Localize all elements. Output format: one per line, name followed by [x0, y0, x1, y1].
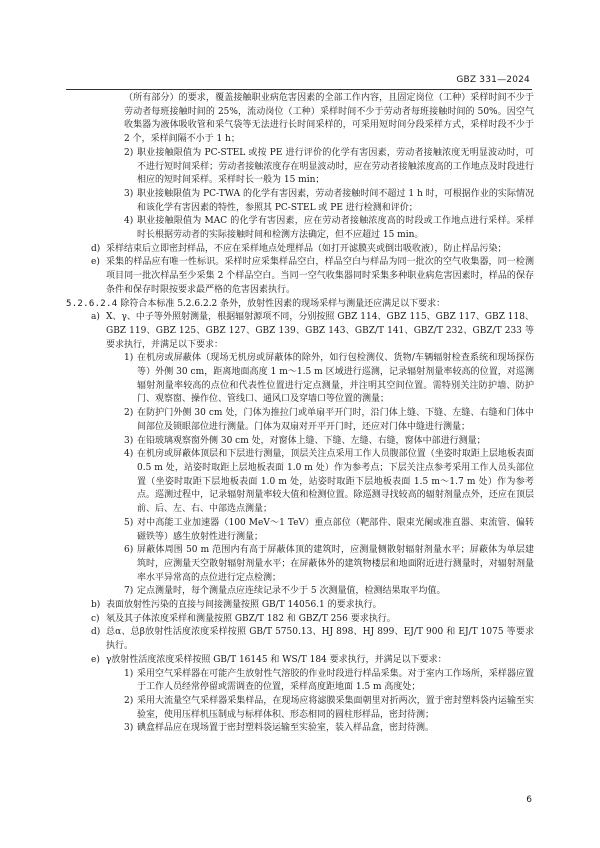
list-item: [66, 352, 534, 407]
list-marker: d): [91, 627, 101, 638]
list-item-text: 采用空气采样器在可能产生放射性气溶胶的作业时段进行样品采集。对于室内工作场所，采样器应置于工作人员经常停留或需调查的位置，采样高度距地面 1.5 m 高度处；: [137, 668, 534, 693]
list-item: [66, 147, 534, 188]
section-text: 除符合本标准 5.2.6.2.2 条外，放射性因素的现场采样与测量还应满足以下要求：: [120, 298, 446, 309]
list-item: [66, 407, 534, 434]
item-a-text: X、γ、中子等外照射测量，根据辐射源项不同，分别按照 GBZ 114、GBZ 115、GBZ 117、GBZ 118、GBZ 119、GBZ 125、GBZ 127、GBZ 139、GBZ 143、GBZ/T 141、GBZ/T 232、GBZ/T 233 等要求执行，并满足以下要求：: [106, 312, 534, 350]
list-item-text: 职业接触限值为 PC-TWA 的化学有害因素，劳动者接触时间不超过 1 h 时，可根据作业的实际情况和该化学有害因素的特性，参照其 PC-STEL 或 PE 进行检测和评价；: [137, 188, 534, 213]
list-marker: 4): [124, 216, 134, 227]
list-item-text: 碘盒样品应在现场置于密封塑料袋运输至实验室，装入样品盒，密封待测。: [137, 723, 435, 734]
list-marker: e): [91, 654, 100, 665]
standard-code-header: GBZ 331—2024: [456, 75, 530, 85]
list-marker: 2): [124, 147, 134, 158]
document-body: [66, 92, 534, 736]
list-item: [66, 613, 534, 627]
list-marker: 6): [124, 545, 134, 556]
intro-continuation: （所有部分）的要求，覆盖接触职业病危害因素的全部工作内容，且固定岗位（工种）采样时间不少于劳动者每班接触时间的 25%，流动岗位（工种）采样时间不少于劳动者每班接触时间的 50%。因空气收集器为液体吸收管和采气袋等无法进行长时间采样的，可采用短时间分段采样方式，采样时段不少于 2 个，采样间隔不小于 1 h；: [124, 93, 534, 145]
list-marker: 5): [124, 517, 134, 528]
external-exposure-sub-items: [66, 352, 534, 599]
list-marker: 4): [124, 449, 134, 460]
list-marker: 2): [124, 408, 134, 419]
list-item-text: 采样结束后立即密封样品，不应在采样地点处理样品（如打开滤膜夹或倒出吸收液），防止样品污染；: [106, 243, 507, 254]
list-item-text: 在机房或屏蔽体（现场无机房或屏蔽体的除外，如行包检测仪、货物/车辆辐射检查系统和现场探伤等）外侧 30 cm，距离地面高度 1 m～1.5 m 区域进行巡测，记录辐射剂量率较高的位置，对巡测辐射剂量率较高的点位和代表性位置进行定点测量，并注明其空间位置。需特别关注防护墙、防护门、观察窗、操作位、管线口、通风口及穿墙口等位置的测量；: [137, 353, 534, 405]
list-item: [66, 585, 534, 599]
list-item: [66, 722, 534, 736]
list-item: [66, 243, 534, 257]
list-item-text: 在铅玻璃观察窗外侧 30 cm 处，对窗体上缝、下缝、左缝、右缝，窗体中部进行测量；: [137, 435, 486, 446]
list-item-text: 采用大流量空气采样器采集样品，在现场应将滤膜采集面朝里对折两次，置于密封塑料袋内运输至实验室，使用压样机压制成与标样体积、形态相同的圆柱形样品，密封待测；: [137, 695, 534, 720]
list-item-text: 总α、总β放射性活度浓度采样按照 GB/T 5750.13、HJ 898、HJ 899、EJ/T 900 和 EJ/T 1075 等要求执行。: [106, 627, 534, 652]
list-item: [66, 517, 534, 544]
list-item: [66, 599, 534, 613]
list-item: [66, 668, 534, 695]
item-a: [66, 311, 534, 352]
list-marker: d): [91, 243, 101, 254]
list-marker: 3): [124, 723, 134, 734]
list-item: [66, 544, 534, 585]
list-marker: 3): [124, 435, 134, 446]
list-item-text: 表面放射性污染的直接与间接测量按照 GB/T 14056.1 的要求执行。: [106, 600, 382, 611]
list-item-text: γ放射性活度浓度采样按照 GB/T 16145 和 WS/T 184 要求执行，并满足以下要求：: [106, 654, 447, 665]
list-item: [66, 448, 534, 517]
sampling-sub-items: [66, 147, 534, 243]
list-item-text: 屏蔽体周围 50 m 范围内有高于屏蔽体顶的建筑时，应测量侧散射辐射剂量水平；屏蔽体为单层建筑时，应测量天空散射辐射剂量水平；在屏蔽体外的建筑物楼层和地面附近进行测量时，对辐射剂量率水平异常高的点位进行定点检测；: [137, 545, 534, 583]
list-marker: 7): [124, 586, 134, 597]
list-marker: 1): [124, 353, 134, 364]
radiation-items-bcd: [66, 599, 534, 668]
section-5-2-6-2-4: [66, 298, 534, 312]
list-item-text: 采集的样品应有唯一性标识。采样时应采集样品空白，样品空白与样品为同一批次的空气收集器，同一检测项目同一批次样品至少采集 2 个样品空白。当同一空气收集器同时采集多种职业病危害因素时，样品的保存条件和保存时限按要求最严格的危害因素执行。: [106, 257, 534, 295]
list-item: [66, 435, 534, 449]
list-item: [66, 654, 534, 668]
list-marker: 2): [124, 695, 134, 706]
list-item-text: 在机房或屏蔽体顶层和下层进行测量，顶层关注点采用工作人员腹部位置（坐姿时取距上层地板表面 0.5 m 处，站姿时取距上层地板表面 1.0 m 处）作为参考点；下层关注点参考采用工作人员头部位置（坐姿时取距下层地板表面 1.0 m 处，站姿时取距下层地板表面 1.5 m～1.7 m 处）作为参考点。巡测过程中，记录辐射剂量率较大值和检测位置。除巡测寻找较高的辐射剂量点外，还应在顶层前、后、左、右、中部选点测量；: [137, 449, 534, 515]
page-number: 6: [526, 795, 532, 805]
list-marker: e): [91, 257, 100, 268]
list-item: [66, 215, 534, 242]
gamma-activity-sub-items: [66, 668, 534, 737]
list-marker: b): [91, 600, 101, 611]
list-marker: 1): [124, 668, 134, 679]
list-item-text: 在防护门外侧 30 cm 处，门体为推拉门或单扇平开门时，沿门体上缝、下缝、左缝、右缝和门体中间部位及锁眼部位进行测量。门体为双扇对开平开门时，还应对门体中缝进行测量；: [137, 408, 534, 432]
list-item-text: 氡及其子体浓度采样和测量按照 GBZ/T 182 和 GBZ/T 256 要求执行。: [106, 613, 396, 624]
list-item-text: 定点测量时，每个测量点应连续记录不少于 5 次测量值，检测结果取平均值。: [137, 586, 446, 597]
list-item-text: 职业接触限值为 PC-STEL 或按 PE 进行评价的化学有害因素，劳动者接触浓度无明显波动时，可不进行短时间采样；劳动者接触浓度存在明显波动时，应在劳动者接触浓度高的工作地点及时段进行相应的短时间采样。采样时长一般为 15 min；: [137, 147, 534, 186]
list-item: [66, 188, 534, 215]
list-item: [66, 256, 534, 297]
list-item: [66, 626, 534, 653]
section-number: 5.2.6.2.4: [66, 298, 118, 309]
list-item-text: 对中高能工业加速器（100 MeV～1 TeV）重点部位（靶部件、限束光阑或准直器、束流管、偏转磁铁等）感生放射性进行测量；: [137, 517, 534, 542]
sampling-items-de: [66, 243, 534, 298]
list-marker: 3): [124, 188, 134, 199]
list-marker: c): [91, 613, 100, 624]
item-a-marker: a): [91, 312, 100, 323]
list-item: [66, 695, 534, 722]
header-rule: [66, 89, 532, 90]
list-item-text: 职业接触限值为 MAC 的化学有害因素，应在劳动者接触浓度高的时段或工作地点进行采样。采样时长根据劳动者的实际接触时间和检测方法确定，但不应超过 15 min。: [137, 216, 534, 241]
